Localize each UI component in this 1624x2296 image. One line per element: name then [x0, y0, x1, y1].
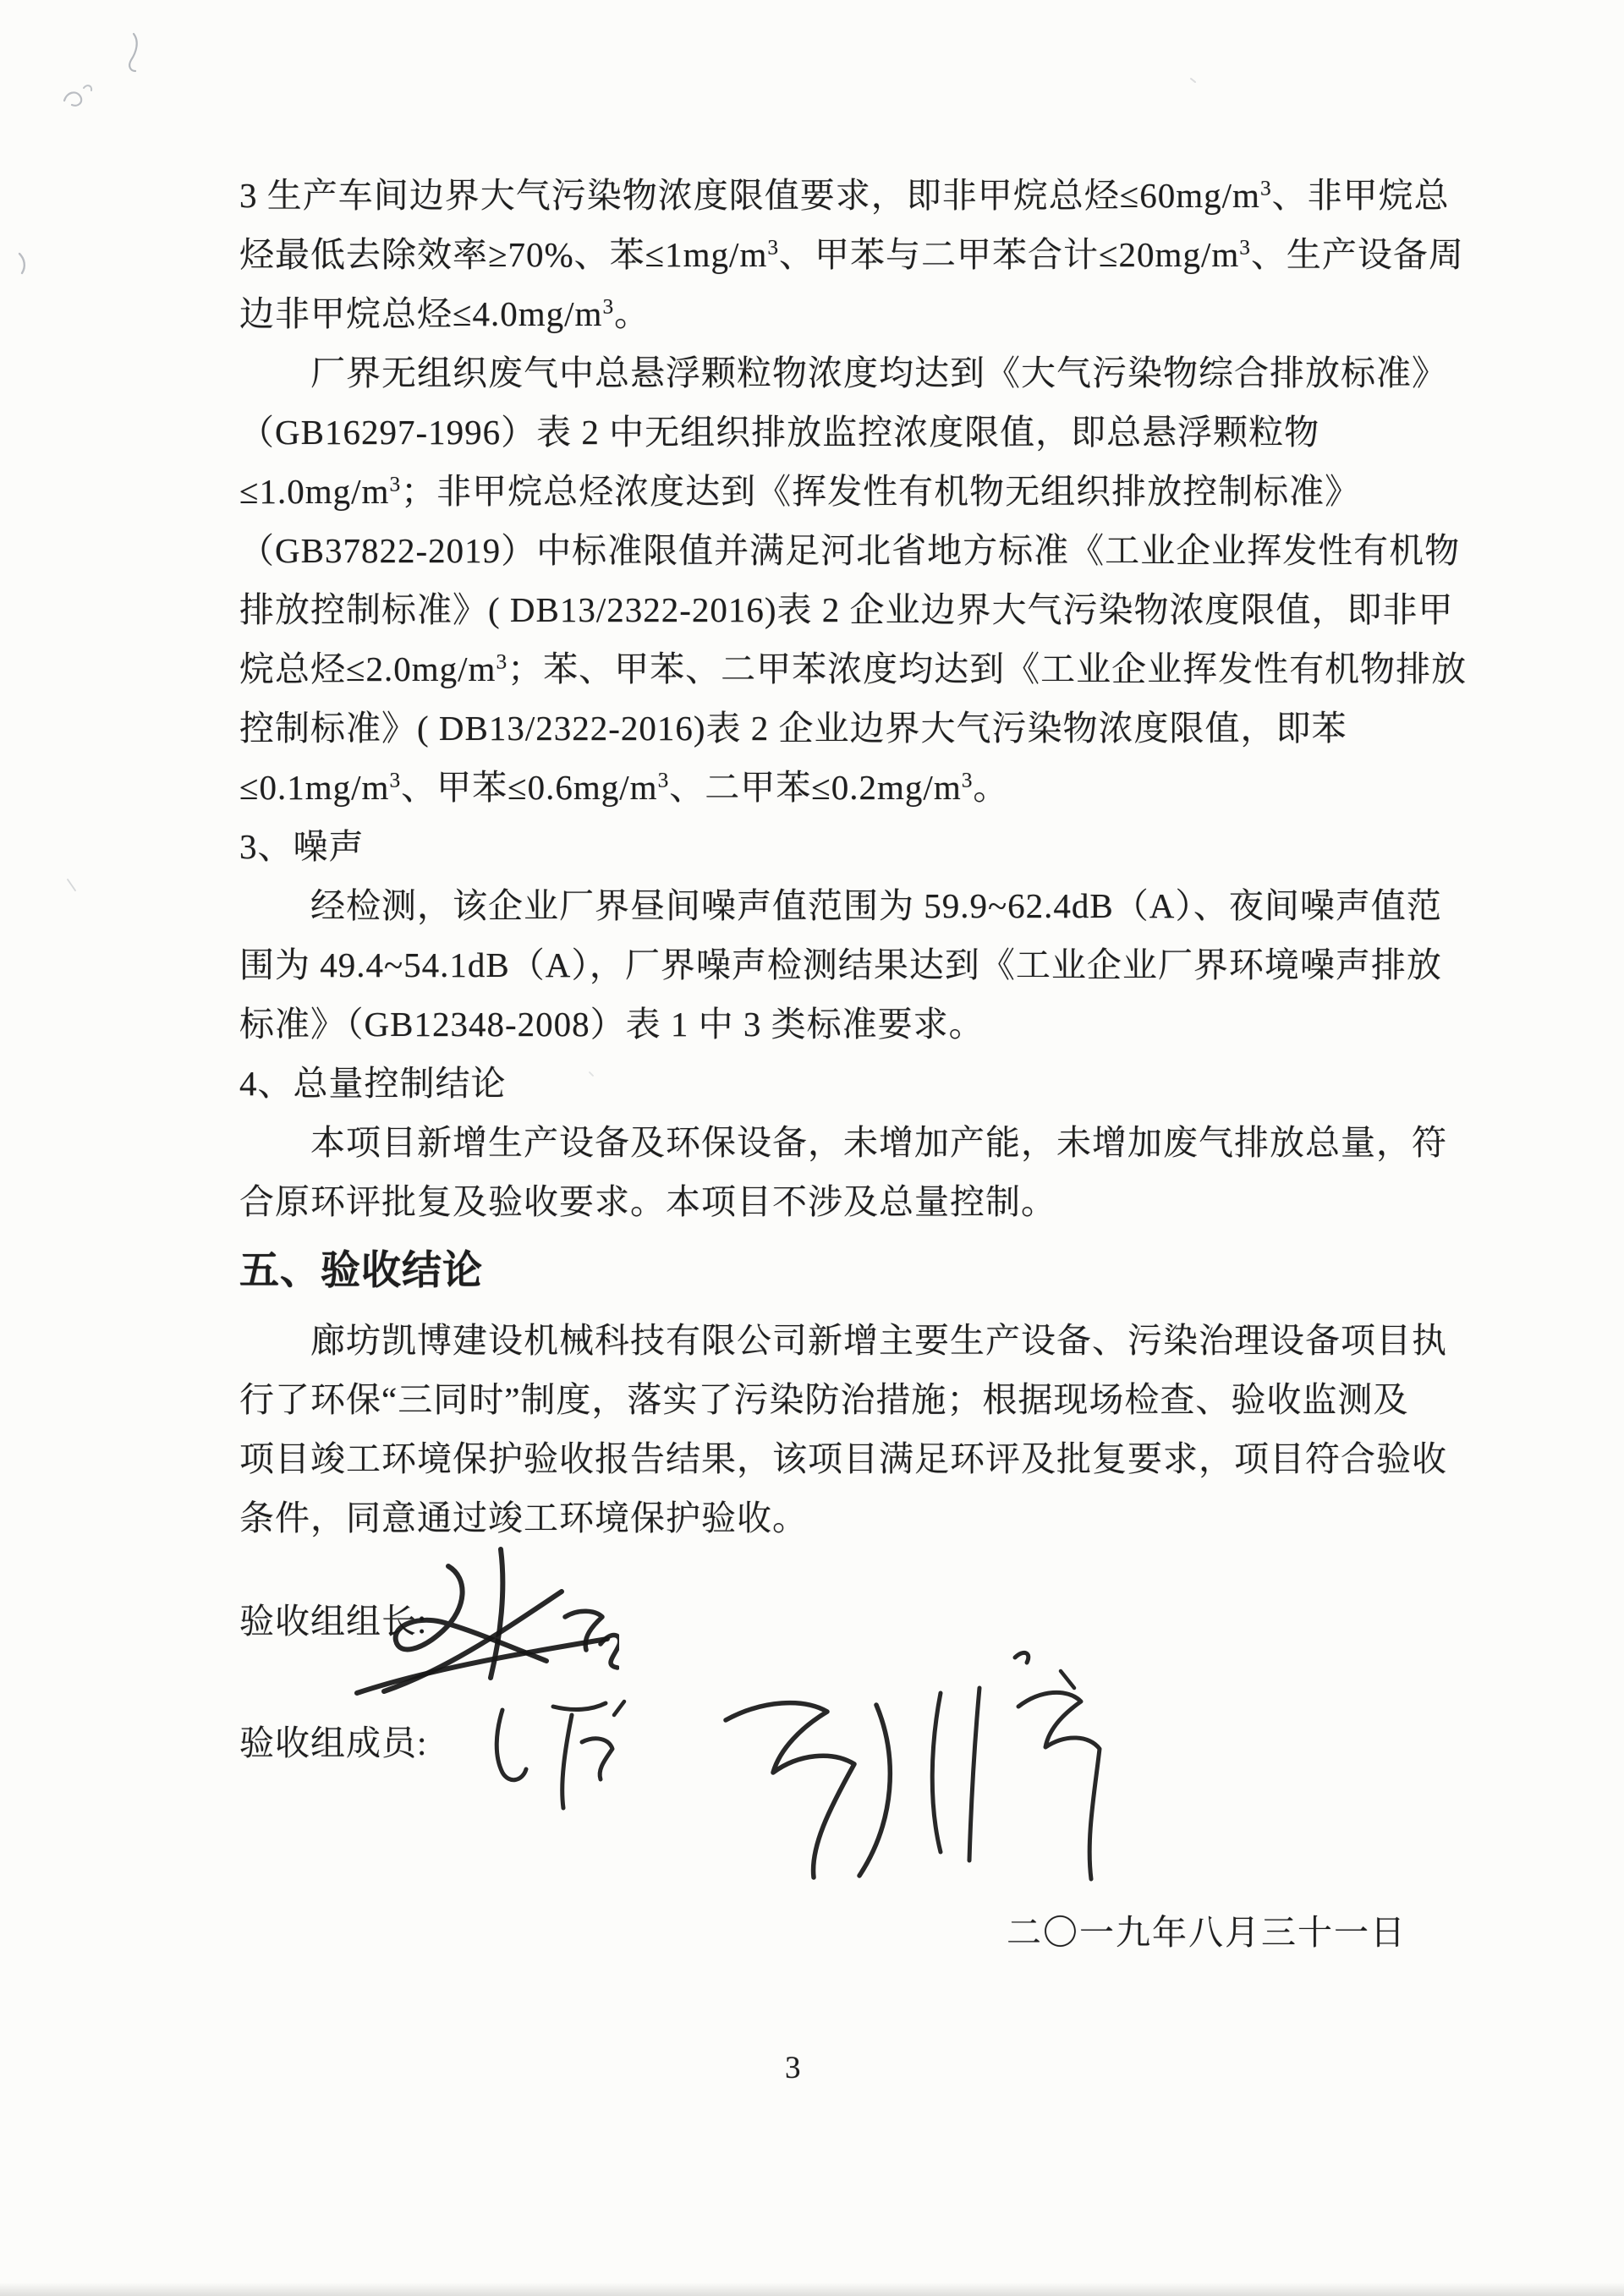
member-handwritten-signature-2	[692, 1685, 912, 1883]
document-line: 廊坊凯博建设机械科技有限公司新增主要生产设备、污染治理设备项目执	[310, 1321, 1447, 1360]
leader-handwritten-signature	[348, 1541, 619, 1701]
document-line: 控制标准》( DB13/2322-2016)表 2 企业边界大气污染物浓度限值，即苯	[239, 709, 1347, 748]
document-line: （GB37822-2019）中标准限值并满足河北省地方标准《工业企业挥发性有机物	[239, 531, 1461, 570]
document-body	[239, 166, 1468, 1548]
document-line: 4、总量控制结论	[239, 1064, 507, 1103]
document-line: 行了环保“三同时”制度，落实了污染防治措施；根据现场检查、验收监测及	[239, 1380, 1409, 1419]
document-line: 排放控制标准》( DB13/2322-2016)表 2 企业边界大气污染物浓度限值，即非甲	[239, 590, 1454, 629]
document-line: 围为 49.4~54.1dB（A），厂界噪声检测结果达到《工业企业厂界环境噪声排放	[239, 945, 1442, 984]
document-line: 合原环评批复及验收要求。本项目不涉及总量控制。	[239, 1182, 1056, 1221]
acceptance-team-leader-label: 验收组组长:	[239, 1602, 428, 1641]
document-line: $\le 1.0mg/m^3$；非甲烷总烃浓度达到《挥发性有机物无组织排放控制标准》	[239, 472, 1361, 511]
document-line: 标准》（GB12348-2008）表 1 中 3 类标准要求。	[239, 1005, 985, 1044]
document-line: 烃最低去除效率≥70%、苯$\le 1mg/m^3$、甲苯与二甲苯合计$\le 20mg/m^3$、生产设备周	[239, 235, 1464, 274]
document-date: 二〇一九年八月三十一日	[1007, 1913, 1407, 1952]
document-line: 经检测，该企业厂界昼间噪声值范围为 59.9~62.4dB（A）、夜间噪声值范	[310, 886, 1442, 925]
document-line: 烷总烃$\le 2.0mg/m^3$；苯、甲苯、二甲苯浓度均达到《工业企业挥发性有机物排放	[239, 649, 1468, 688]
document-line: 厂界无组织废气中总悬浮颗粒物浓度均达到《大气污染物综合排放标准》	[310, 353, 1447, 392]
document-line: 项目竣工环境保护验收报告结果，该项目满足环评及批复要求，项目符合验收	[239, 1439, 1447, 1478]
document-line: 3、噪声	[239, 827, 365, 866]
document-line: 本项目新增生产设备及环保设备，未增加产能，未增加废气排放总量，符	[310, 1123, 1447, 1162]
document-line: 条件，同意通过竣工环境保护验收。	[239, 1499, 808, 1537]
page-number: 3	[785, 2051, 801, 2085]
document-line: 3 生产车间边界大气污染物浓度限值要求，即非甲烷总烃$\le 60mg/m^3$、非甲烷总	[239, 176, 1450, 215]
document-line: 边非甲烷总烃$\le 4.0mg/m^3$。	[239, 294, 650, 333]
acceptance-team-members-label: 验收组成员:	[239, 1723, 428, 1762]
member-handwritten-signature-3	[895, 1642, 1123, 1896]
document-line: $\le 0.1mg/m^3$、甲苯$\le 0.6mg/m^3$、二甲苯$\le 0.2mg/m^3$。	[239, 768, 1009, 807]
document-line: （GB16297-1996）表 2 中无组织排放监控浓度限值，即总悬浮颗粒物	[239, 413, 1320, 452]
member-handwritten-signature-1	[472, 1690, 633, 1812]
section-heading: 五、验收结论	[239, 1249, 483, 1293]
